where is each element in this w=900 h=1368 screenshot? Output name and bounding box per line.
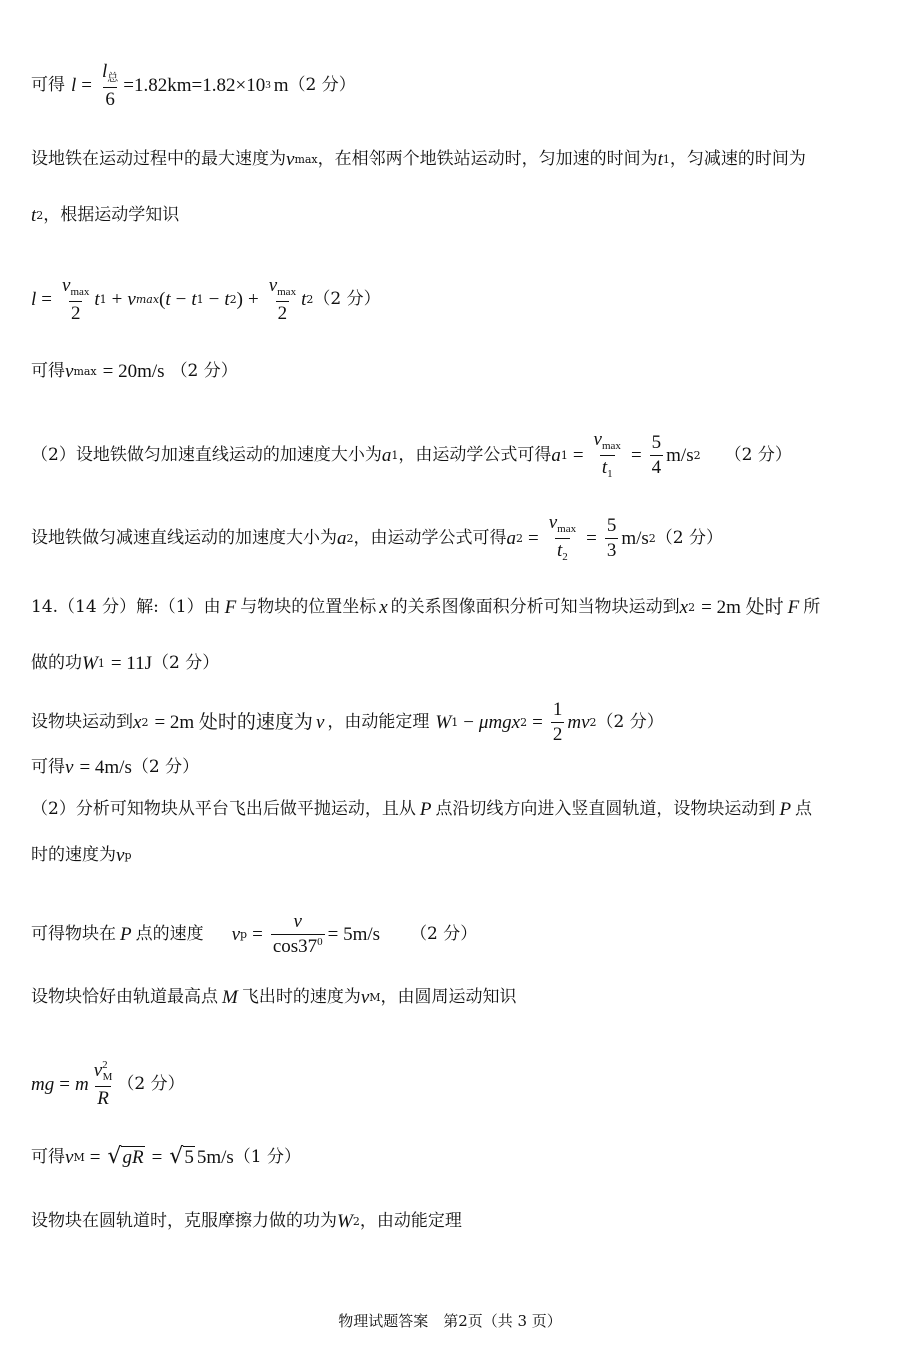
line-work-w1: 做的功 W 1 = 11J （2 分）	[31, 653, 220, 674]
line-top-point: 设物块恰好由轨道最高点 M 飞出时的速度为 v M ，由圆周运动知识	[31, 987, 517, 1008]
line-question-14: 14.（14 分）解:（1）由 F 与物块的位置坐标 x 的关系图像面积分析可知当物块运动到 x 2 = 2m 处时 F 所	[31, 597, 821, 618]
line-accel-a2: 设地铁做匀减速直线运动的加速度大小为 a 2 ，由运动学公式可得 a 2 = $\frac{v_{max}}{t_2}$ = $\frac{5}{3}$ m/s 2 （2 分）	[31, 512, 724, 563]
fraction-l-total: $\frac{l_总}{6}$	[102, 61, 119, 110]
line-vp-def: 时的速度为 v p	[31, 845, 132, 866]
line-distance-equation: l = $\frac{v_{max}}{2}$ t 1 + v max ( t − t 1 − t 2 ) + $\frac{v_{max}}{2}$ t 2 （2 分）	[31, 275, 381, 324]
line-kinematics: t 2 ，根据运动学知识	[31, 205, 180, 226]
line-kinetic-theorem: 设物块运动到 x 2 = 2m 处时的速度为 v ，由动能定理 W 1 − μmgx 2 = $\frac{1}{2}$ mv 2 （2 分）	[31, 699, 664, 745]
line-friction-work: 设物块在圆轨道时，克服摩擦力做的功为 W 2 ，由动能定理	[31, 1211, 462, 1232]
line-vm-result: 可得 v M = √ gR = √ 5 5m/s （1 分）	[31, 1144, 301, 1169]
line-centripetal: mg = m $\frac{v^2_M}{R}$ （2 分）	[31, 1059, 185, 1109]
line-accel-a1: （2）设地铁做匀加速直线运动的加速度大小为 a 1 ，由运动学公式可得 a 1 = $\frac{v_{max}}{t_1}$ = $\frac{5}{4}$ m/s 2 （2 分）	[31, 429, 792, 480]
line-v-result: 可得 v = 4m/s （2 分）	[31, 757, 200, 778]
line-vp-result: 可得物块在 P 点的速度 v p = $\frac{v}{\cos 37^0}$ = 5m/s （2 分）	[31, 911, 478, 957]
line-vmax-result: 可得 v max = 20m/s （2 分）	[31, 361, 238, 382]
line-max-speed-intro: 设地铁在运动过程中的最大速度为 v max ，在相邻两个地铁站运动时，匀加速的时间为 t 1 ，匀减速的时间为	[31, 149, 806, 170]
line-projectile: （2）分析可知物块从平台飞出后做平抛运动，且从 P 点沿切线方向进入竖直圆轨道，设物块运动到 P 点	[31, 799, 813, 820]
page-footer: 物理试题答案 第2页（共 3 页）	[338, 1312, 562, 1330]
line-track-length: 可得 l = $\frac{l_总}{6}$ =1.82km=1.82×10 3 m （2 分）	[31, 61, 356, 110]
